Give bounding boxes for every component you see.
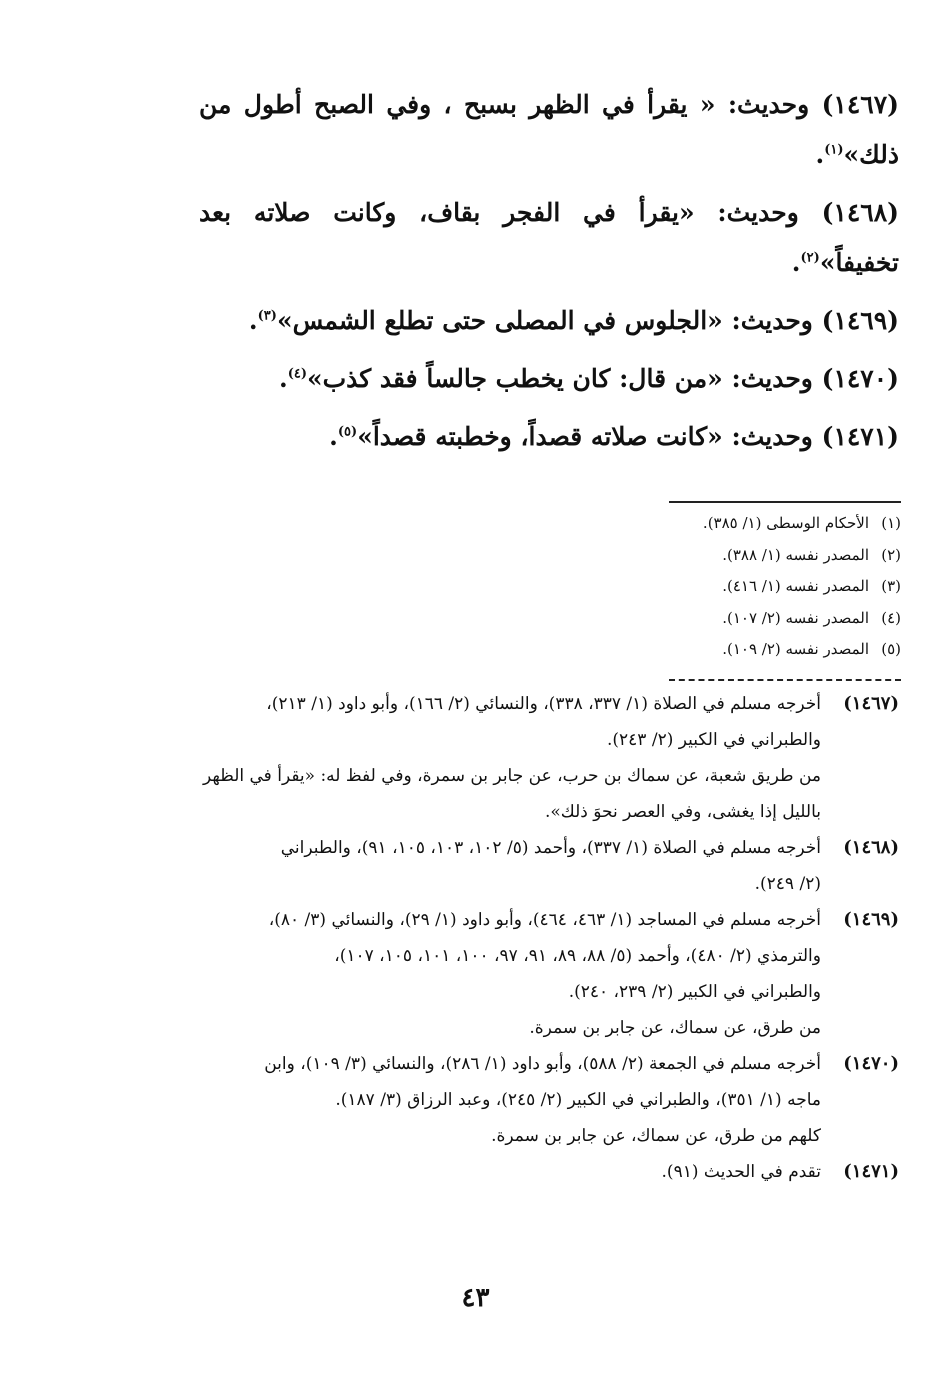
hadith-text: وحديث: «يقرأ في الفجر بقاف، وكانت صلاته بعد تخفيفاً» bbox=[199, 198, 899, 277]
takhrij-line: والطبراني في الكبير (٢/ ٢٤٣). bbox=[607, 730, 821, 750]
takhrij-line: (٢/ ٢٤٩). bbox=[754, 874, 821, 894]
takhrij-entry-1471 bbox=[191, 1154, 899, 1190]
takhrij-number: (١٤٦٧) bbox=[843, 693, 899, 714]
footnote-ref: (٥) bbox=[337, 424, 358, 440]
takhrij-section bbox=[191, 686, 899, 1190]
hadith-1468: (١٤٦٨) وحديث: «يقرأ في الفجر بقاف، وكانت صلاته بعد تخفيفاً»$^{(٢)}$. bbox=[199, 198, 899, 277]
takhrij-line: كلهم من طرق، عن سماك، عن جابر بن سمرة. bbox=[491, 1126, 821, 1146]
footnote-number: (٢) bbox=[881, 545, 901, 564]
footnote-text: المصدر نفسه (٢/ ١٠٩). bbox=[722, 640, 869, 658]
takhrij-entry-1468 bbox=[191, 830, 899, 902]
takhrij-line: تقدم في الحديث (٩١). bbox=[661, 1162, 821, 1182]
hadith-number: (١٤٧٠) bbox=[821, 364, 899, 393]
takhrij-divider bbox=[669, 679, 901, 681]
hadith-number: (١٤٧١) bbox=[821, 422, 899, 451]
hadith-1467: (١٤٦٧) وحديث: « يقرأ في الظهر بسبح ، وفي الصبح أطول من ذلك»$^{(١)}$. bbox=[199, 90, 899, 169]
hadith-1470: (١٤٧٠) وحديث: «من قال: كان يخطب جالساً فقد كذب»$^{(٤)}$. bbox=[279, 364, 899, 393]
hadith-1471: (١٤٧١) وحديث: «كانت صلاته قصداً، وخطبته قصداً»$^{(٥)}$. bbox=[329, 422, 899, 451]
takhrij-entry-1470 bbox=[191, 1046, 899, 1154]
takhrij-line: أخرجه مسلم في المساجد (١/ ٤٦٣، ٤٦٤)، وأبو داود (١/ ٢٩)، والنسائي (٣/ ٨٠)، bbox=[268, 910, 821, 930]
takhrij-line: والترمذي (٢/ ٤٨٠)، وأحمد (٥/ ٨٨، ٨٩، ٩١، ٩٧، ١٠٠، ١٠١، ١٠٥، ١٠٧)، bbox=[334, 946, 821, 966]
hadith-list bbox=[199, 80, 899, 470]
takhrij-line: والطبراني في الكبير (٢/ ٢٣٩، ٢٤٠). bbox=[568, 982, 821, 1002]
footnote-divider bbox=[669, 501, 901, 503]
hadith-number: (١٤٦٧) bbox=[821, 90, 899, 119]
hadith-text: وحديث: «من قال: كان يخطب جالساً فقد كذب» bbox=[307, 364, 813, 393]
takhrij-number: (١٤٦٩) bbox=[843, 909, 899, 930]
footnote-number: (١) bbox=[881, 514, 901, 532]
footnote-number: (٤) bbox=[881, 608, 901, 627]
takhrij-line: ماجه (١/ ٣٥١)، والطبراني في الكبير (٢/ ٢٤٥)، وعبد الرزاق (٣/ ١٨٧). bbox=[335, 1090, 821, 1110]
footnote-text: المصدر نفسه (٢/ ١٠٧). bbox=[722, 608, 869, 627]
footnote-ref: (٢) bbox=[800, 250, 820, 266]
footnote-number: (٣) bbox=[881, 577, 901, 595]
footnote bbox=[501, 508, 901, 540]
takhrij-line: أخرجه مسلم في الجمعة (٢/ ٥٨٨)، وأبو داود (١/ ٢٨٦)، والنسائي (٣/ ١٠٩)، وابن bbox=[264, 1054, 821, 1074]
hadith-number: (١٤٦٩) bbox=[821, 306, 899, 335]
footnote-ref: (٣) bbox=[257, 308, 277, 324]
footnote bbox=[501, 603, 901, 635]
takhrij-number: (١٤٦٨) bbox=[843, 837, 899, 858]
footnotes bbox=[501, 508, 901, 666]
takhrij-entry-1467 bbox=[191, 686, 899, 830]
hadith-1469: (١٤٦٩) وحديث: «الجلوس في المصلى حتى تطلع الشمس»$^{(٣)}$. bbox=[248, 306, 899, 335]
footnote-ref: (٤) bbox=[287, 366, 308, 382]
hadith-number: (١٤٦٨) bbox=[821, 198, 899, 227]
takhrij-number: (١٤٧١) bbox=[843, 1161, 899, 1182]
takhrij-entry-1469 bbox=[191, 902, 899, 1046]
footnote-ref: (١) bbox=[824, 142, 844, 158]
footnote bbox=[501, 540, 901, 572]
footnote bbox=[501, 634, 901, 666]
hadith-text: وحديث: «كانت صلاته قصداً، وخطبته قصداً» bbox=[357, 422, 813, 451]
takhrij-line: من طريق شعبة، عن سماك بن حرب، عن جابر بن سمرة، وفي لفظ له: «يقرأ في الظهر bbox=[203, 766, 821, 786]
takhrij-number: (١٤٧٠) bbox=[843, 1053, 899, 1074]
takhrij-line: أخرجه مسلم في الصلاة (١/ ٣٣٧)، وأحمد (٥/ ١٠٢، ١٠٣، ١٠٥، ٩١)، والطبراني bbox=[280, 838, 821, 858]
footnote-number: (٥) bbox=[881, 640, 901, 658]
hadith-text: وحديث: «الجلوس في المصلى حتى تطلع الشمس» bbox=[276, 306, 813, 335]
page-number: ٤٣ bbox=[461, 1283, 490, 1313]
takhrij-line: أخرجه مسلم في الصلاة (١/ ٣٣٧، ٣٣٨)، والنسائي (٢/ ١٦٦)، وأبو داود (١/ ٢١٣)، bbox=[266, 694, 821, 714]
takhrij-line: من طرق، عن سماك، عن جابر بن سمرة. bbox=[529, 1018, 821, 1038]
footnote bbox=[501, 571, 901, 603]
footnote-text: الأحكام الوسطى (١/ ٣٨٥). bbox=[702, 514, 869, 532]
footnote-text: المصدر نفسه (١/ ٣٨٨). bbox=[722, 545, 869, 564]
takhrij-line: بالليل إذا يغشى، وفي العصر نحوَ ذلك». bbox=[544, 802, 821, 822]
hadith-text: وحديث: « يقرأ في الظهر بسبح ، وفي الصبح أطول من ذلك» bbox=[199, 90, 899, 169]
footnote-text: المصدر نفسه (١/ ٤١٦). bbox=[722, 577, 869, 595]
